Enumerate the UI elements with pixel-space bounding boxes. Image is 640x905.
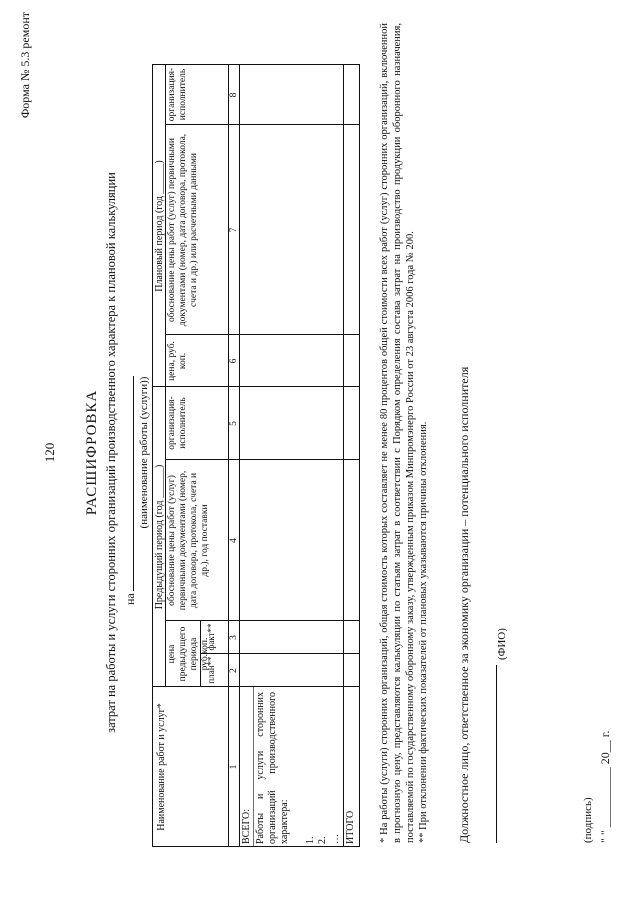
table-line: [152, 686, 360, 687]
page-number: 120: [42, 442, 57, 463]
fio-caption: (ФИО): [496, 628, 508, 660]
footnotes: [378, 23, 431, 843]
table-line: [165, 459, 360, 460]
table-line: [165, 334, 360, 335]
row-dots: …: [330, 834, 341, 844]
table-line: [165, 124, 360, 125]
plan-period-header: Плановый период (год ______): [154, 160, 165, 292]
col-number: 7: [229, 227, 239, 233]
col-header-name: Наименование работ и услуг*: [156, 703, 167, 831]
footnote-1: * На работы (услуги) сторонних организаций, общая стоимость которых составляет не менее 80 процентов общей стоимости всех работ (услуг) сторонних организаций, включенной в прогнозную цену, представляются калькуляции по статьям затрат в соответствии с Порядком определения состава затрат на производство продукции оборонного назначения, поставляемой по государственному оборонному заказу, утвержденным приказом Минпромэнерго России от 23 августа 2006 года № 200.: [379, 23, 417, 843]
work-name-blank: [122, 376, 134, 591]
row-itogo: ИТОГО: [345, 810, 356, 844]
document-title: РАСШИФРОВКА: [84, 389, 100, 516]
table-line: [200, 653, 360, 654]
plan-header: план**: [206, 656, 216, 684]
table-line: [152, 386, 360, 387]
row-works: Работы и услуги сторонних организаций производственного характера:: [255, 692, 290, 844]
table-line: [152, 846, 360, 847]
work-name-caption: (наименование работы (услуги)): [138, 376, 150, 529]
table-line: [152, 64, 360, 65]
row-total: ВСЕГО:: [241, 809, 252, 844]
col-number: 6: [229, 358, 239, 364]
form-number: Форма № 5.3 ремонт: [18, 12, 32, 119]
row-item-2: 2.: [317, 836, 328, 844]
col-number: 1: [229, 764, 239, 770]
row-item-1: 1.: [305, 836, 316, 844]
signature-caption: (подпись): [582, 797, 594, 843]
col-number: 4: [229, 538, 239, 543]
price-prev-header: цена предыдущего периода руб.коп.: [167, 626, 210, 682]
table-line: [152, 65, 153, 847]
date-line: " " __________ 20__ г.: [598, 730, 612, 843]
col-number: 2: [229, 668, 239, 673]
prev-period-header: Предыдущий период (год ______): [154, 464, 165, 610]
table-line: [165, 620, 360, 621]
na-line: [122, 376, 138, 605]
col-number: 5: [229, 421, 239, 426]
price-plan-header: цена, руб. коп.: [167, 341, 188, 381]
justification-plan-header: обоснование цены работ (услуг) первичными документами (номер, дата договора, протокола, счета и др.) или расчетными данными: [167, 133, 199, 327]
table-line: [253, 687, 254, 847]
footnote-2: ** При отклонении фактических показателей от плановых указываются причины отклонения.: [418, 421, 430, 843]
col-number: 8: [229, 92, 239, 98]
document-subtitle: затрат на работы и услуги сторонних организаций производственного характера к плановой калькуляции: [104, 172, 118, 733]
table-line: [343, 65, 344, 847]
org-executor-header-2: организация-исполнитель: [167, 67, 188, 122]
fact-header: факт**: [206, 623, 216, 651]
org-executor-header: организация-исполнитель: [167, 396, 188, 450]
justification-prev-header: обоснование цены работ (услуг) первичными документами (номер, дата договора, протокола, счета и др.), год поставки: [167, 470, 210, 611]
fio-blank: [486, 665, 497, 843]
responsible-signature-line: [486, 665, 501, 843]
na-prefix: на: [123, 593, 137, 605]
costs-table: [152, 0, 360, 847]
responsible-person-label: Должностное лицо, ответственное за экономику организации – потенциального исполнителя: [457, 366, 471, 843]
table-line: [359, 65, 360, 847]
col-number: 3: [229, 635, 239, 640]
